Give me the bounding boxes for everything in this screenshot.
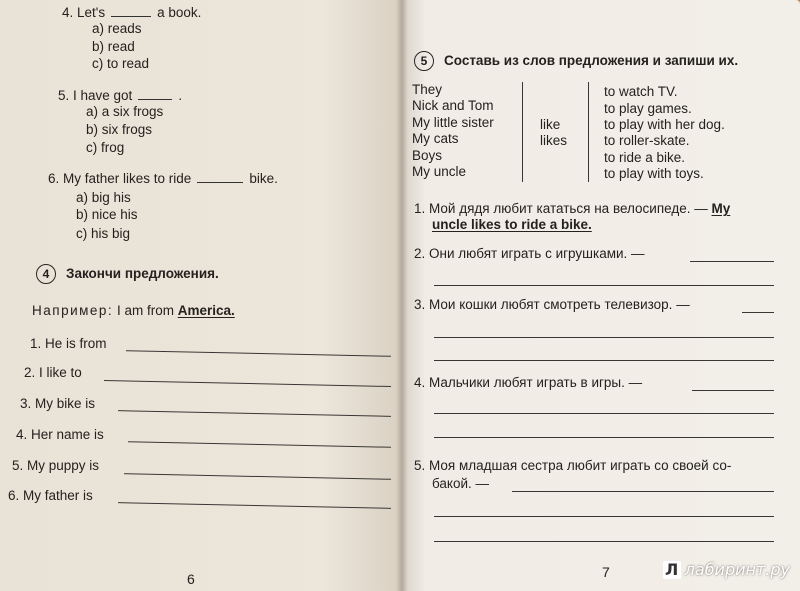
- answer-line[interactable]: [742, 312, 774, 313]
- answer-line[interactable]: [126, 350, 391, 357]
- answer-line[interactable]: [692, 390, 774, 391]
- subject: Boys: [412, 148, 443, 163]
- page-number-left: 6: [187, 571, 195, 587]
- q4-option-c: c) to read: [92, 56, 150, 71]
- q5-option-c: c) frog: [86, 140, 125, 155]
- q6-option-b: b) nice his: [76, 207, 138, 222]
- object: to ride a bike.: [604, 150, 686, 165]
- exercise-4-item-3: 3. My bike is: [20, 396, 96, 411]
- answer-line[interactable]: [104, 380, 391, 387]
- q4-option-b: b) read: [92, 39, 135, 54]
- exercise-4-title: Закончи предложения.: [66, 266, 219, 281]
- exercise-5-item-2: 2. Они любят играть с игрушками. —: [414, 246, 645, 261]
- answer-line[interactable]: [118, 410, 391, 417]
- q6-stem: 6. My father likes to ride bike.: [48, 171, 278, 186]
- answer-line[interactable]: [512, 491, 774, 492]
- answer-line[interactable]: [690, 261, 774, 262]
- exercise-4-number: 4: [36, 264, 56, 284]
- answer-line[interactable]: [434, 437, 774, 438]
- exercise-5-item-1-answer-cont: uncle likes to ride a bike.: [432, 217, 592, 232]
- exercise-4-item-2: 2. I like to: [24, 365, 82, 380]
- object: to play with toys.: [604, 166, 704, 181]
- exercise-5-item-5: 5. Моя младшая сестра любит играть со своей со-: [414, 458, 732, 473]
- exercise-4-item-4: 4. Her name is: [16, 427, 104, 442]
- exercise-5-title: Составь из слов предложения и запиши их.: [444, 53, 739, 68]
- exercise-4-item-1: 1. He is from: [30, 336, 107, 351]
- subject: Nick and Tom: [412, 98, 494, 113]
- subject: My little sister: [412, 115, 494, 130]
- answer-line[interactable]: [434, 516, 774, 517]
- exercise-4-item-6: 6. My father is: [8, 488, 93, 503]
- q5-option-b: b) six frogs: [86, 122, 153, 137]
- subject: My cats: [412, 131, 459, 146]
- exercise-5-item-1-answer: My: [711, 201, 731, 216]
- verb: likes: [540, 133, 568, 148]
- object: to roller-skate.: [604, 133, 690, 148]
- column-divider: [522, 82, 523, 182]
- answer-line[interactable]: [124, 473, 391, 480]
- exercise-4-item-5: 5. My puppy is: [12, 458, 100, 473]
- q5-stem: 5. I have got .: [58, 88, 183, 103]
- answer-line[interactable]: [128, 441, 391, 448]
- exercise-5-number: 5: [414, 51, 434, 71]
- q4-stem: 4. Let's a book.: [62, 5, 202, 20]
- q5-option-a: a) a six frogs: [86, 104, 164, 119]
- exercise-4-example: Например: I am from America.: [32, 303, 235, 318]
- subject: They: [412, 82, 443, 97]
- book-gutter: [396, 0, 408, 591]
- column-divider: [588, 82, 589, 182]
- answer-line[interactable]: [434, 285, 774, 286]
- answer-line[interactable]: [434, 360, 774, 361]
- answer-line[interactable]: [118, 502, 391, 509]
- subject: My uncle: [412, 164, 467, 179]
- answer-line[interactable]: [434, 413, 774, 414]
- exercise-5-item-5-cont: бакой. —: [432, 476, 490, 491]
- object: to watch TV.: [604, 84, 678, 99]
- right-page: [402, 0, 800, 591]
- object: to play games.: [604, 101, 692, 116]
- page-number-right: 7: [602, 564, 610, 580]
- answer-line[interactable]: [434, 337, 774, 338]
- exercise-5-item-1: 1. Мой дядя любит кататься на велосипеде. — My: [414, 201, 731, 216]
- watermark-logo: Л лабиринт.ру: [663, 560, 790, 579]
- verb: like: [540, 117, 561, 132]
- q4-option-a: a) reads: [92, 21, 142, 36]
- q6-option-c: c) his big: [76, 226, 131, 241]
- exercise-5-item-3: 3. Мои кошки любят смотреть телевизор. —: [414, 297, 690, 312]
- exercise-5-item-4: 4. Мальчики любят играть в игры. —: [414, 375, 643, 390]
- object: to play with her dog.: [604, 117, 725, 132]
- answer-line[interactable]: [434, 541, 774, 542]
- q6-option-a: a) big his: [76, 190, 131, 205]
